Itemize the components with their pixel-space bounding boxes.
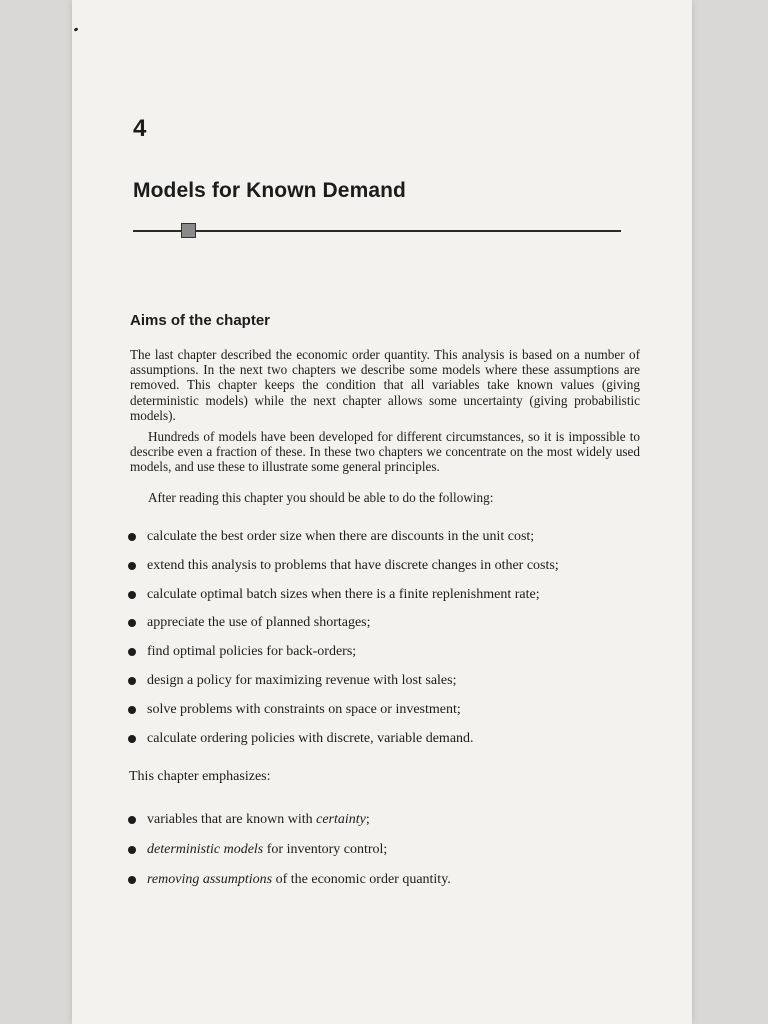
- list-item-text: appreciate the use of planned shortages;: [147, 615, 371, 631]
- list-item: [128, 871, 648, 901]
- bullet-icon: [128, 876, 136, 884]
- bullet-icon: [128, 735, 136, 743]
- bullet-icon: [128, 677, 136, 685]
- section-heading: Aims of the chapter: [130, 312, 271, 329]
- rule-line: [133, 230, 621, 232]
- objectives-lead-in: After reading this chapter you should be able to do the following:: [148, 490, 494, 505]
- bullet-icon: [128, 846, 136, 854]
- list-item-text-italic: deterministic models: [147, 842, 264, 857]
- rule-square-marker: [181, 223, 196, 238]
- list-item: [128, 841, 648, 871]
- bullet-icon: [128, 591, 136, 599]
- bullet-icon: [128, 533, 136, 541]
- list-item-text: calculate optimal batch sizes when there is a finite replenishment rate;: [147, 586, 540, 602]
- list-item-text: solve problems with constraints on space or investment;: [147, 701, 461, 717]
- list-item-text: calculate the best order size when there are discounts in the unit cost;: [147, 529, 535, 544]
- intro-paragraph: The last chapter described the economic order quantity. This analysis is based on a number of assumptions. In the next two chapters we describe some models where these assumptions are removed. This chapter keeps the condition that all variables take known values (giving deterministic models) while the next chapter allows some uncertainty (giving probabilistic models).: [130, 347, 640, 423]
- bullet-icon: [128, 816, 136, 824]
- list-item: [128, 528, 648, 557]
- list-item: [128, 730, 648, 759]
- emphasis-intro: This chapter emphasizes:: [129, 769, 271, 784]
- bullet-icon: [128, 619, 136, 627]
- bullet-icon: [128, 648, 136, 656]
- list-item: [128, 614, 648, 643]
- list-item: [128, 811, 648, 841]
- list-item-text-after: for inventory control;: [263, 842, 388, 857]
- list-item: [128, 643, 648, 672]
- models-paragraph: Hundreds of models have been developed for different circumstances, so it is impossible to describe even a fraction of these. In these two chapters we concentrate on the most widely used models, and use these to illustrate some general principles.: [130, 429, 640, 475]
- list-item-text-after: of the economic order quantity.: [272, 872, 451, 887]
- list-item: [128, 557, 648, 586]
- list-item-text: extend this analysis to problems that have discrete changes in other costs;: [147, 557, 559, 573]
- list-item-text-after: ;: [365, 812, 370, 827]
- bullet-icon: [128, 562, 136, 570]
- list-item-text: design a policy for maximizing revenue with lost sales;: [147, 672, 457, 688]
- list-item: [128, 586, 648, 615]
- emphasis-list: [128, 811, 648, 901]
- title-rule: [133, 222, 623, 240]
- list-item: [128, 701, 648, 730]
- list-item-text-before: variables that are known with: [147, 812, 317, 827]
- list-item-text-italic: certainty: [316, 812, 366, 827]
- objectives-list: [128, 528, 648, 758]
- bullet-icon: [128, 706, 136, 714]
- list-item: [128, 672, 648, 701]
- list-item-text: calculate ordering policies with discrete, variable demand.: [147, 730, 474, 746]
- chapter-number: 4: [133, 115, 147, 142]
- chapter-title: Models for Known Demand: [133, 179, 406, 202]
- list-item-text: find optimal policies for back-orders;: [147, 644, 357, 660]
- list-item-text-italic: removing assumptions: [147, 872, 273, 887]
